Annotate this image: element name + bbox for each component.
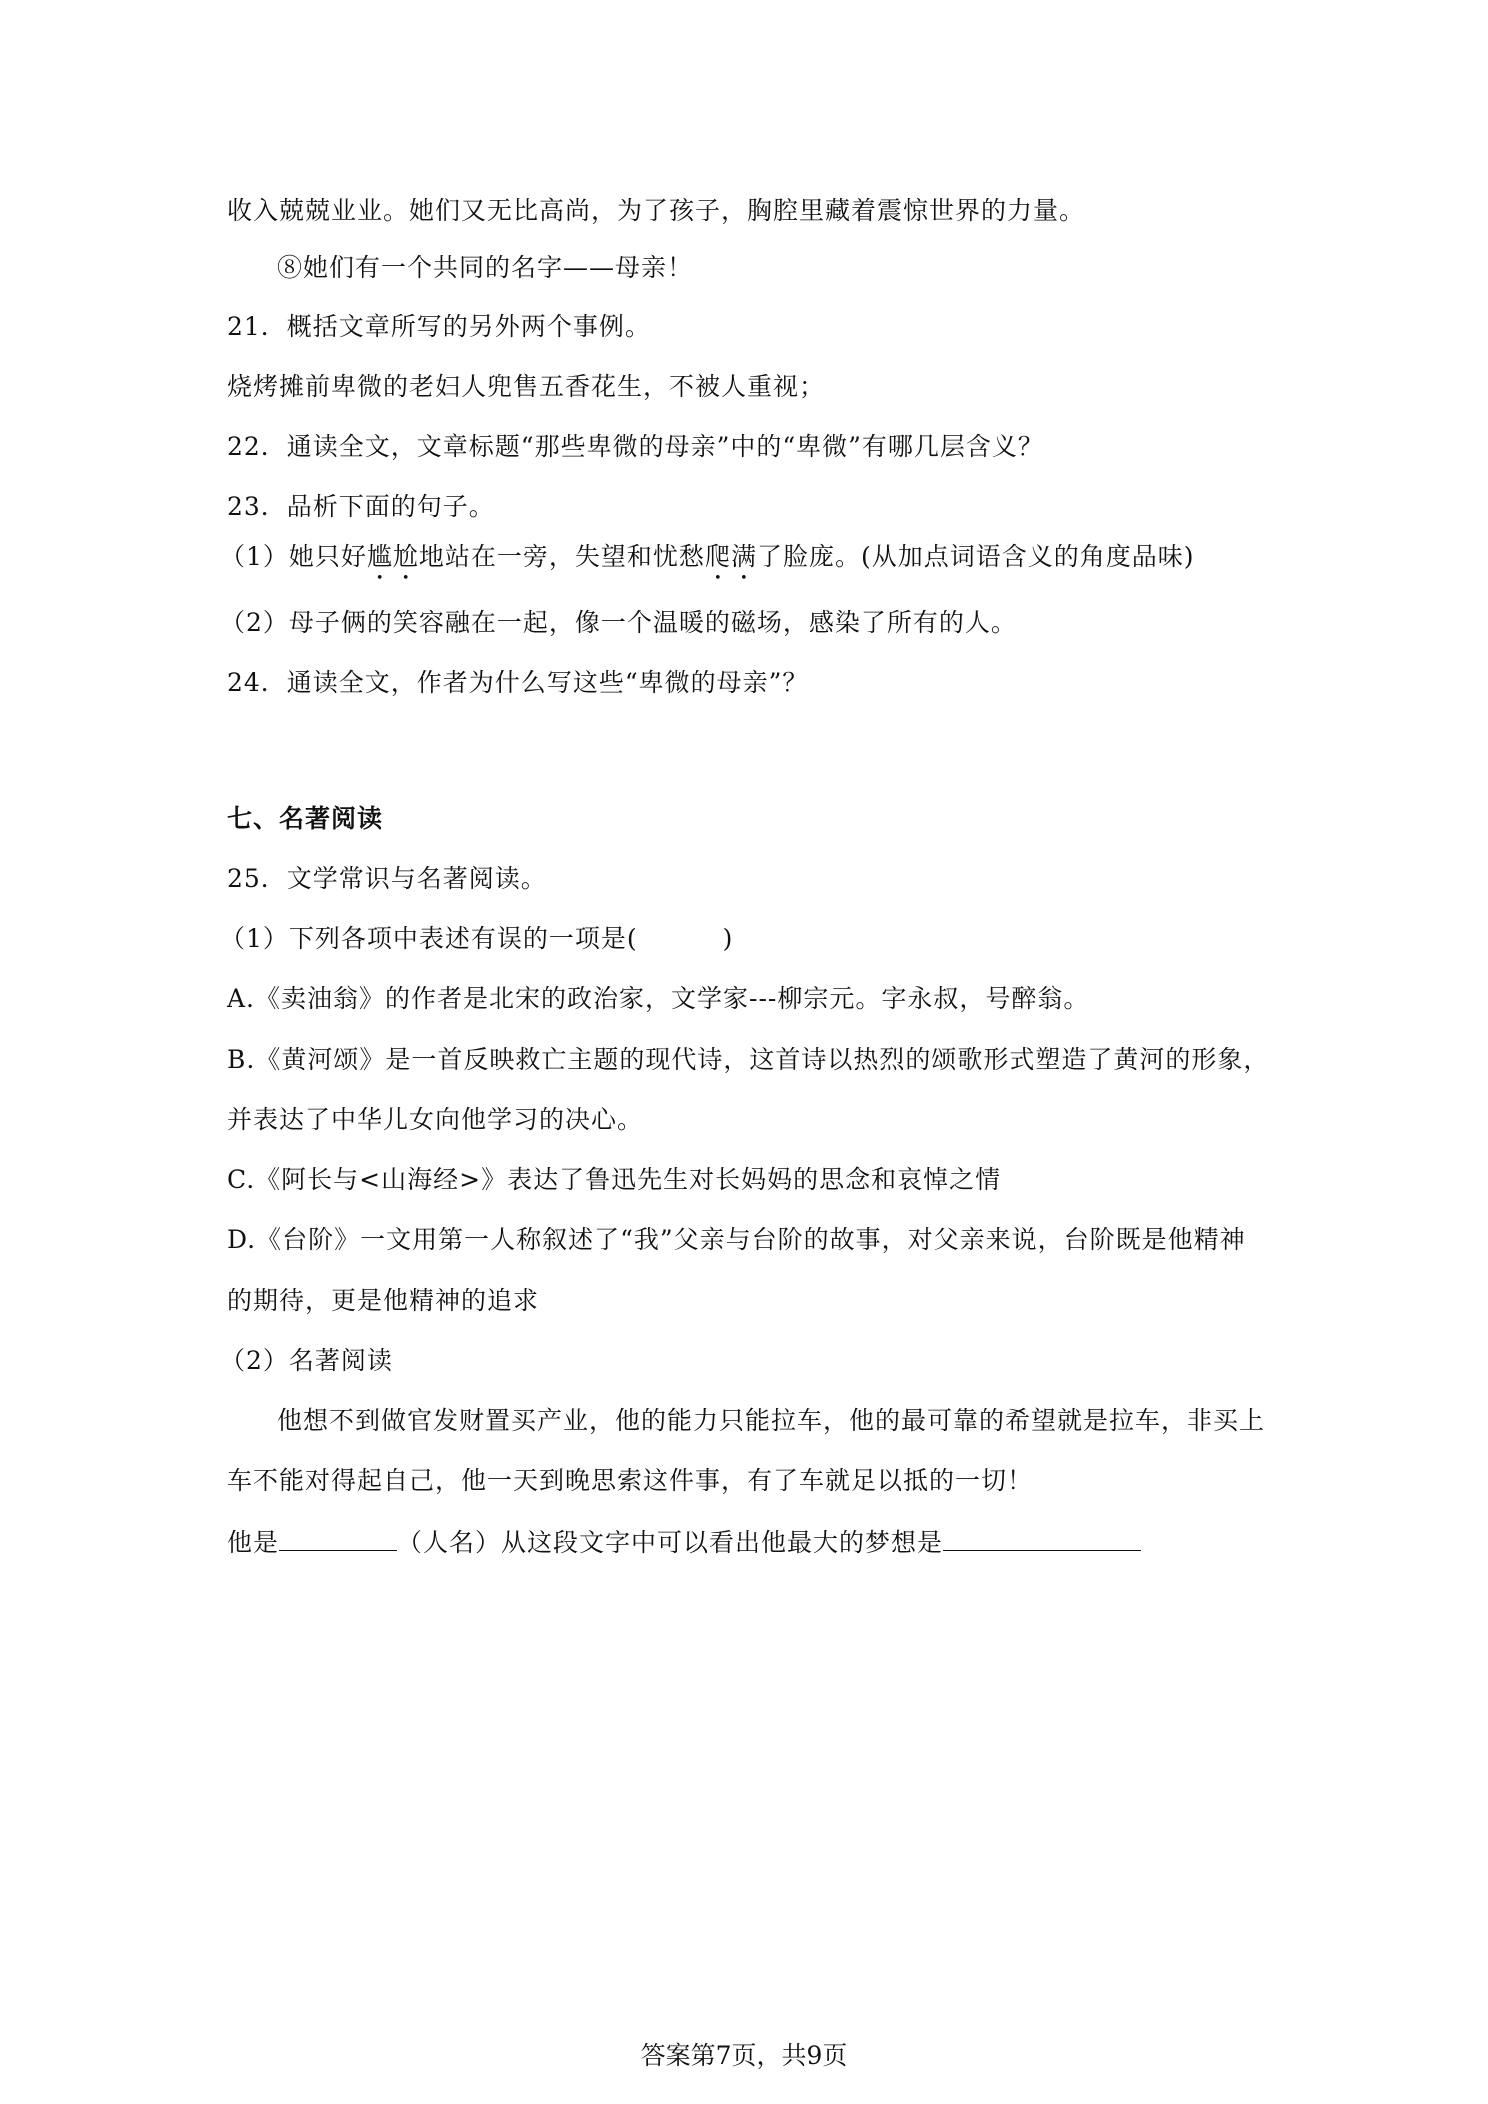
q23-1-prefix: （1）她只好 <box>220 542 367 571</box>
name-blank[interactable] <box>279 1524 397 1551</box>
page-footer: 答案第7页，共9页 <box>640 2041 848 2070</box>
fill-in-line <box>227 1524 1141 1560</box>
option-c: C.《阿长与<山海经>》表达了鲁迅先生对长妈妈的思念和哀悼之情 <box>227 1165 1002 1194</box>
passage-line-2: ⑧她们有一个共同的名字——母亲！ <box>277 253 694 282</box>
question-23: 23．品析下面的句子。 <box>227 492 495 521</box>
dream-blank[interactable] <box>943 1524 1141 1551</box>
q25-1-prompt: （1）下列各项中表述有误的一项是( <box>220 924 638 953</box>
option-a: A.《卖油翁》的作者是北宋的政治家，文学家---柳宗元。字永叔，号醉翁。 <box>227 984 1090 1013</box>
question-22: 22．通读全文，文章标题“那些卑微的母亲”中的“卑微”有哪几层含义？ <box>227 432 1044 461</box>
fill-middle: （人名）从这段文字中可以看出他最大的梦想是 <box>397 1528 944 1557</box>
question-23-1 <box>220 540 1194 586</box>
q23-1-dotted-word-1: 尴尬 <box>366 542 419 571</box>
question-25: 25．文学常识与名著阅读。 <box>227 864 547 893</box>
option-b-line-2: 并表达了中华儿女向他学习的决心。 <box>227 1105 644 1134</box>
option-b-line-1: B.《黄河颂》是一首反映救亡主题的现代诗，这首诗以热烈的颂歌形式塑造了黄河的形象， <box>227 1045 1270 1074</box>
passage-line-1: 收入兢兢业业。她们又无比高尚，为了孩子，胸腔里藏着震惊世界的力量。 <box>227 196 1086 225</box>
option-d-line-2: 的期待，更是他精神的追求 <box>227 1286 540 1315</box>
section-7-heading: 七、名著阅读 <box>227 804 384 833</box>
question-24: 24．通读全文，作者为什么写这些“卑微的母亲”？ <box>227 668 809 697</box>
q25-1-close-paren: ) <box>722 924 734 953</box>
q23-1-suffix: 了脸庞。(从加点词语含义的角度品味) <box>756 542 1195 571</box>
question-25-1 <box>220 922 733 956</box>
question-23-2: （2）母子俩的笑容融在一起，像一个温暖的磁场，感染了所有的人。 <box>220 608 1017 637</box>
q23-1-dotted-word-2: 爬满 <box>704 542 757 571</box>
question-25-2: （2）名著阅读 <box>220 1346 393 1375</box>
q23-1-middle: 地站在一旁，失望和忧愁 <box>418 542 705 571</box>
excerpt-line-2: 车不能对得起自己，他一天到晚思索这件事，有了车就足以抵的一切！ <box>227 1466 1034 1495</box>
option-d-line-1: D.《台阶》一文用第一人称叙述了“我”父亲与台阶的故事，对父亲来说，台阶既是他精神 <box>227 1225 1246 1254</box>
fill-prefix: 他是 <box>227 1528 280 1557</box>
answer-21: 烧烤摊前卑微的老妇人兜售五香花生，不被人重视； <box>227 372 826 401</box>
excerpt-line-1: 他想不到做官发财置买产业，他的能力只能拉车，他的最可靠的希望就是拉车，非买上 <box>277 1406 1266 1435</box>
question-21: 21．概括文章所写的另外两个事例。 <box>227 312 651 341</box>
